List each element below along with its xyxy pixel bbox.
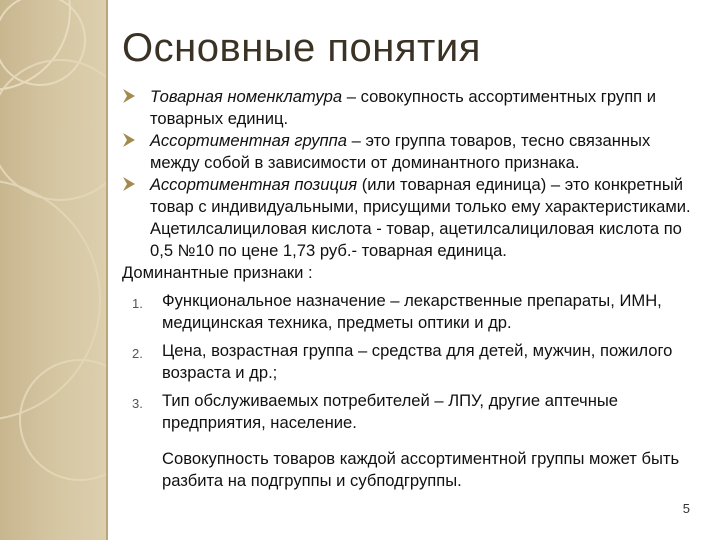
- item-number: 3.: [132, 396, 143, 411]
- arrow-bullet-icon: [122, 176, 136, 192]
- dominant-heading: Доминантные признаки :: [122, 263, 313, 282]
- page-number: 5: [682, 501, 690, 516]
- item-number: 2.: [132, 346, 143, 361]
- bullet-item: [122, 86, 702, 130]
- bullet-item: [122, 174, 702, 262]
- numbered-text: Цена, возрастная группа – средства для детей, мужчин, пожилого возраста и др.;: [162, 341, 673, 382]
- bullet-text: – совокупность ассортиментных групп и товарных единиц.: [150, 87, 657, 128]
- sidebar-divider: [106, 0, 108, 540]
- slide-title: Основные понятия: [122, 26, 481, 70]
- closing-text: Совокупность товаров каждой ассортиментной группы может быть разбита на подгруппы и субподгруппы.: [162, 449, 680, 490]
- arrow-bullet-icon: [122, 132, 136, 148]
- bullet-text: – это группа товаров, тесно связанных между собой в зависимости от доминантного признака.: [150, 131, 651, 172]
- bullet-term: Ассортиментная позиция: [150, 175, 358, 194]
- decorative-sidebar: [0, 0, 106, 540]
- bullet-term: Ассортиментная группа: [150, 131, 348, 150]
- numbered-text: Тип обслуживаемых потребителей – ЛПУ, другие аптечные предприятия, население.: [162, 391, 619, 432]
- numbered-item: [122, 340, 702, 384]
- bullet-item: [122, 130, 702, 174]
- numbered-text: Функциональное назначение – лекарственные препараты, ИМН, медицинская техника, предметы оптики и др.: [162, 291, 662, 332]
- numbered-item: [122, 390, 702, 434]
- decorative-circles: [0, 0, 106, 540]
- bullet-text: (или товарная единица) – это конкретный товар с индивидуальными, присущими только ему характеристиками. Ацетилсалициловая кислота - товар, ацетилсалициловая кислота по 0,5 №10 по цене 1,73 руб.- товарная единица.: [150, 175, 691, 260]
- numbered-item: [122, 290, 702, 334]
- item-number: 1.: [132, 296, 143, 311]
- slide-content: [122, 86, 702, 492]
- bullet-term: Товарная номенклатура: [150, 87, 343, 106]
- arrow-bullet-icon: [122, 88, 136, 104]
